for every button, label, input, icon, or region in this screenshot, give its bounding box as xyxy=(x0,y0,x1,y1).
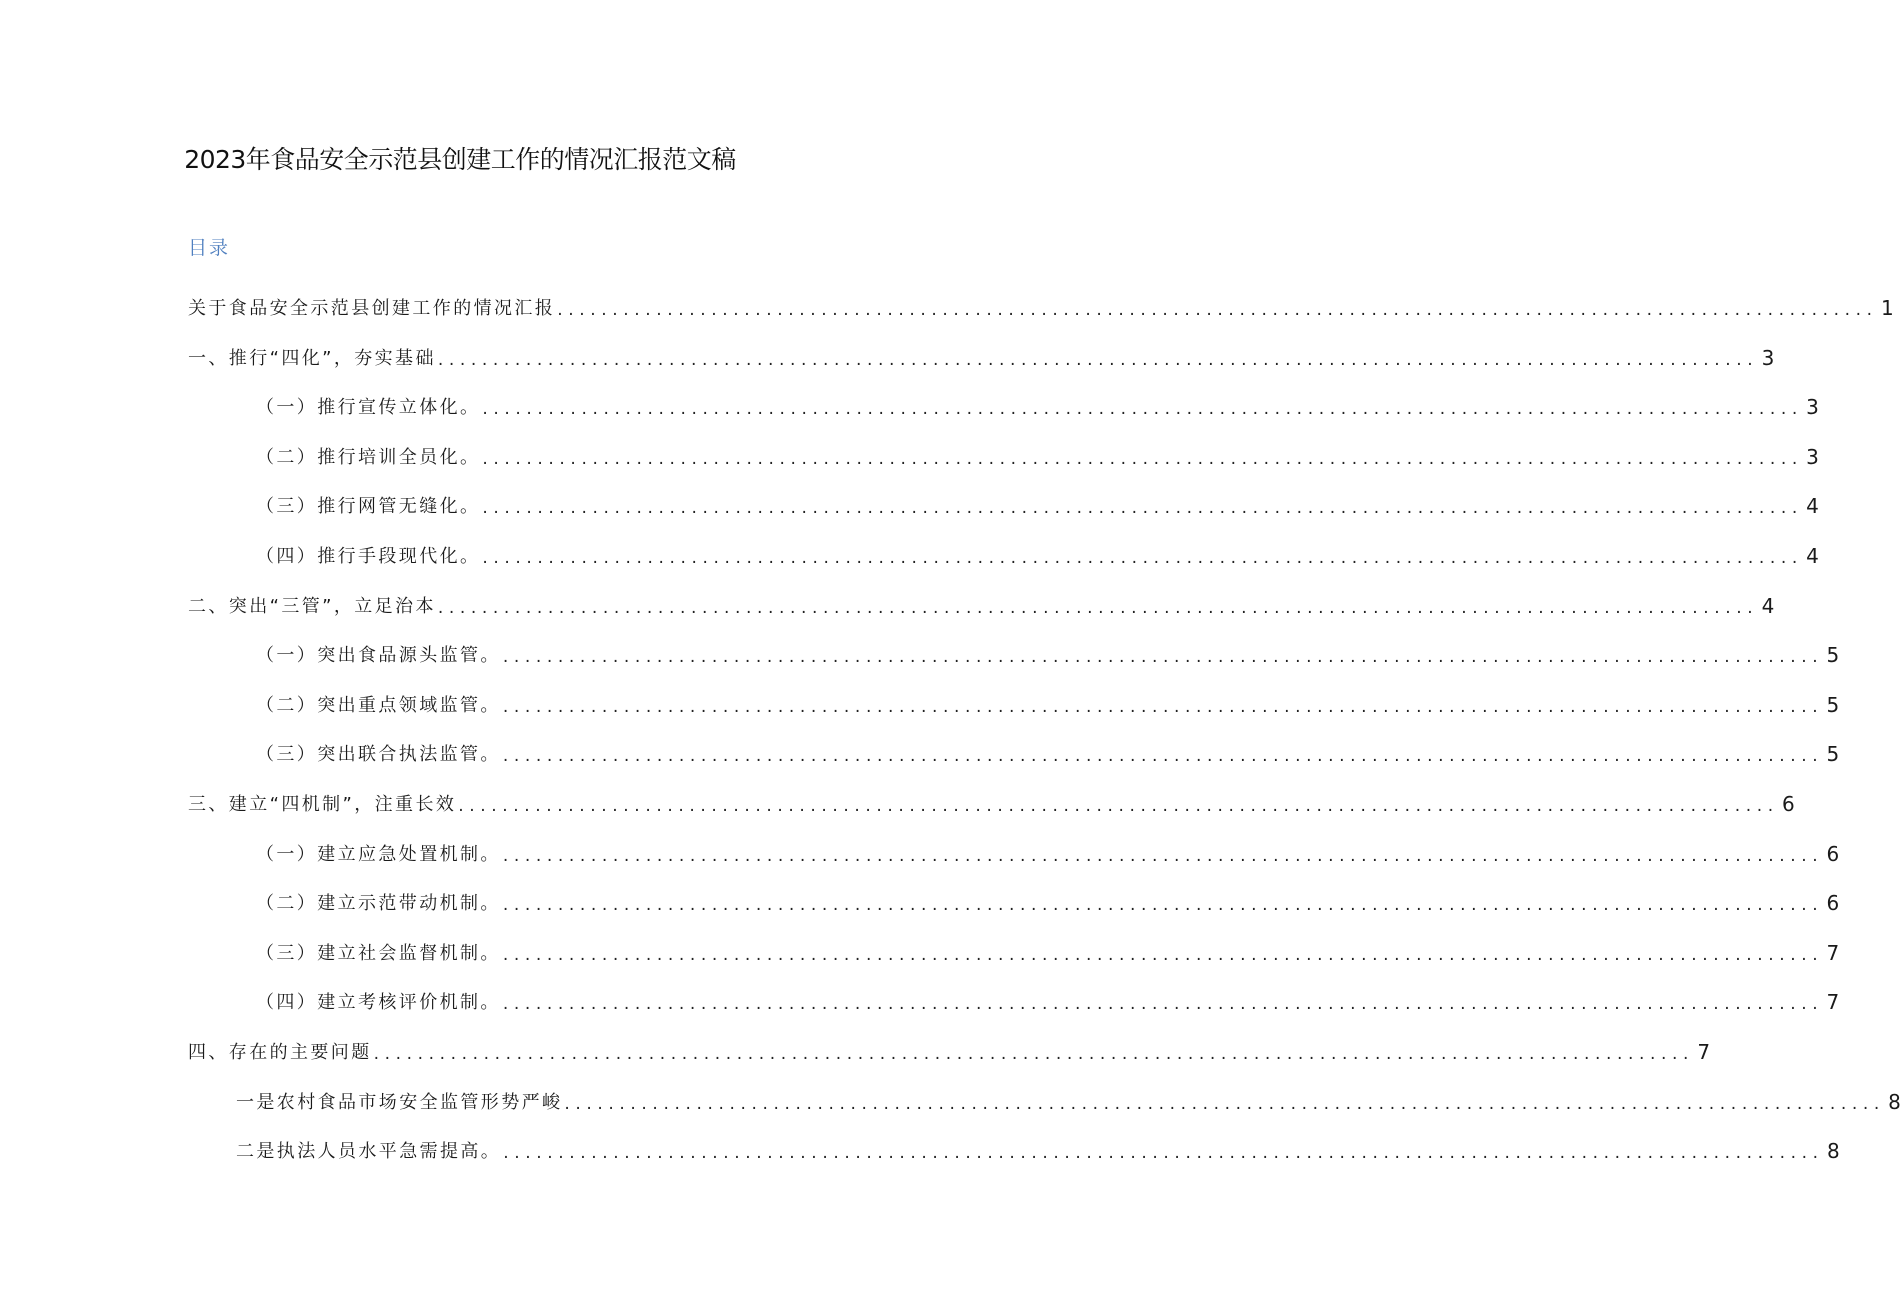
toc-entry[interactable] xyxy=(256,379,1819,420)
toc-page-number: 7 xyxy=(1826,940,1840,965)
toc-entry[interactable] xyxy=(236,1074,1901,1114)
toc-leader-dots: ........................................................................................................................ xyxy=(502,944,1824,965)
toc-entry[interactable] xyxy=(256,826,1840,866)
toc-page-number: 8 xyxy=(1826,1139,1840,1164)
toc-entry-label: （三）推行网管无缝化。 xyxy=(256,496,481,518)
toc-page-number: 5 xyxy=(1826,742,1840,767)
toc-page-number: 3 xyxy=(1806,395,1819,420)
toc-entry-label: 二、突出“三管”，立足治本 xyxy=(188,595,436,617)
toc-page-number: 3 xyxy=(1761,345,1775,370)
toc-entry[interactable] xyxy=(188,280,1894,320)
toc-heading: 目录 xyxy=(188,237,231,259)
toc-page-number: 6 xyxy=(1781,792,1795,816)
toc-entry[interactable] xyxy=(256,478,1819,519)
toc-entry-label: （二）推行培训全员化。 xyxy=(256,446,481,468)
toc-page-number: 3 xyxy=(1806,444,1819,469)
toc-page-number: 7 xyxy=(1697,1040,1711,1064)
toc-entry[interactable] xyxy=(188,776,1795,816)
toc-page-number: 4 xyxy=(1761,593,1775,618)
toc-leader-dots: ........................................................................................................................ xyxy=(502,647,1824,668)
toc-leader-dots: ........................................................................................................................ xyxy=(437,597,1759,618)
toc-leader-dots: ........................................................................................................................ xyxy=(503,1143,1824,1164)
toc-leader-dots: ........................................................................................................................ xyxy=(502,696,1824,717)
toc-entry-label: 二是执法人员水平急需提高。 xyxy=(236,1141,502,1163)
toc-page-number: 6 xyxy=(1826,891,1840,916)
toc-entry[interactable] xyxy=(188,578,1775,618)
toc-entry[interactable] xyxy=(256,974,1840,1015)
document-title: 2023年食品安全示范县创建工作的情况汇报范文稿 xyxy=(184,145,736,174)
toc-leader-dots: ........................................................................................................................ xyxy=(557,300,1878,320)
toc-leader-dots: ........................................................................................................................ xyxy=(502,746,1824,767)
toc-leader-dots: ........................................................................................................................ xyxy=(437,349,1759,370)
toc-leader-dots: ........................................................................................................................ xyxy=(482,498,1803,519)
toc-leader-dots: ........................................................................................................................ xyxy=(373,1044,1695,1064)
toc-leader-dots: ........................................................................................................................ xyxy=(502,845,1824,866)
toc-entry[interactable] xyxy=(256,627,1840,668)
toc-page-number: 4 xyxy=(1806,544,1819,568)
toc-entry-label: 一、推行“四化”，夯实基础 xyxy=(188,347,436,369)
toc-entry-label: （三）建立社会监督机制。 xyxy=(256,942,501,964)
toc-page-number: 5 xyxy=(1826,643,1840,668)
toc-entry-label: 三、建立“四机制”，注重长效 xyxy=(188,794,457,815)
toc-entry-label: 一是农村食品市场安全监管形势严峻 xyxy=(236,1091,563,1113)
toc-leader-dots: ........................................................................................................................ xyxy=(458,796,1779,816)
toc-entry-label: （一）建立应急处置机制。 xyxy=(256,843,501,865)
toc-page-number: 5 xyxy=(1826,692,1840,717)
toc-entry-label: （四）推行手段现代化。 xyxy=(256,546,481,567)
toc-entry[interactable] xyxy=(188,1024,1711,1064)
toc-page-number: 6 xyxy=(1826,841,1840,866)
toc-page-number: 1 xyxy=(1880,296,1894,320)
toc-entry-label: （二）建立示范带动机制。 xyxy=(256,893,501,915)
toc-leader-dots: ........................................................................................................................ xyxy=(502,895,1824,916)
toc-entry[interactable] xyxy=(256,875,1840,916)
toc-entry-label: 关于食品安全示范县创建工作的情况汇报 xyxy=(188,298,556,319)
toc-leader-dots: ........................................................................................................................ xyxy=(482,448,1803,469)
toc-leader-dots: ........................................................................................................................ xyxy=(482,399,1803,420)
toc-entry-label: （一）推行宣传立体化。 xyxy=(256,397,481,419)
toc-entry-label: （一）突出食品源头监管。 xyxy=(256,645,501,667)
toc-entry-label: （二）突出重点领域监管。 xyxy=(256,694,501,716)
toc-leader-dots: ........................................................................................................................ xyxy=(564,1093,1885,1114)
toc-leader-dots: ........................................................................................................................ xyxy=(502,994,1824,1015)
toc-entry[interactable] xyxy=(188,330,1775,370)
toc-page-number: 8 xyxy=(1888,1089,1901,1114)
toc-page-number: 4 xyxy=(1806,494,1819,519)
toc-entry[interactable] xyxy=(256,925,1840,965)
toc-entry[interactable] xyxy=(236,1123,1840,1164)
toc-entry-label: （四）建立考核评价机制。 xyxy=(256,992,501,1014)
toc-entry[interactable] xyxy=(256,429,1819,469)
toc-entry[interactable] xyxy=(256,677,1840,717)
toc-entry-label: 四、存在的主要问题 xyxy=(188,1042,372,1063)
toc-page-number: 7 xyxy=(1826,990,1840,1015)
toc-entry[interactable] xyxy=(256,528,1819,568)
toc-entry-label: （三）突出联合执法监管。 xyxy=(256,744,501,766)
toc-entry[interactable] xyxy=(256,726,1840,767)
toc-leader-dots: ........................................................................................................................ xyxy=(482,548,1803,568)
